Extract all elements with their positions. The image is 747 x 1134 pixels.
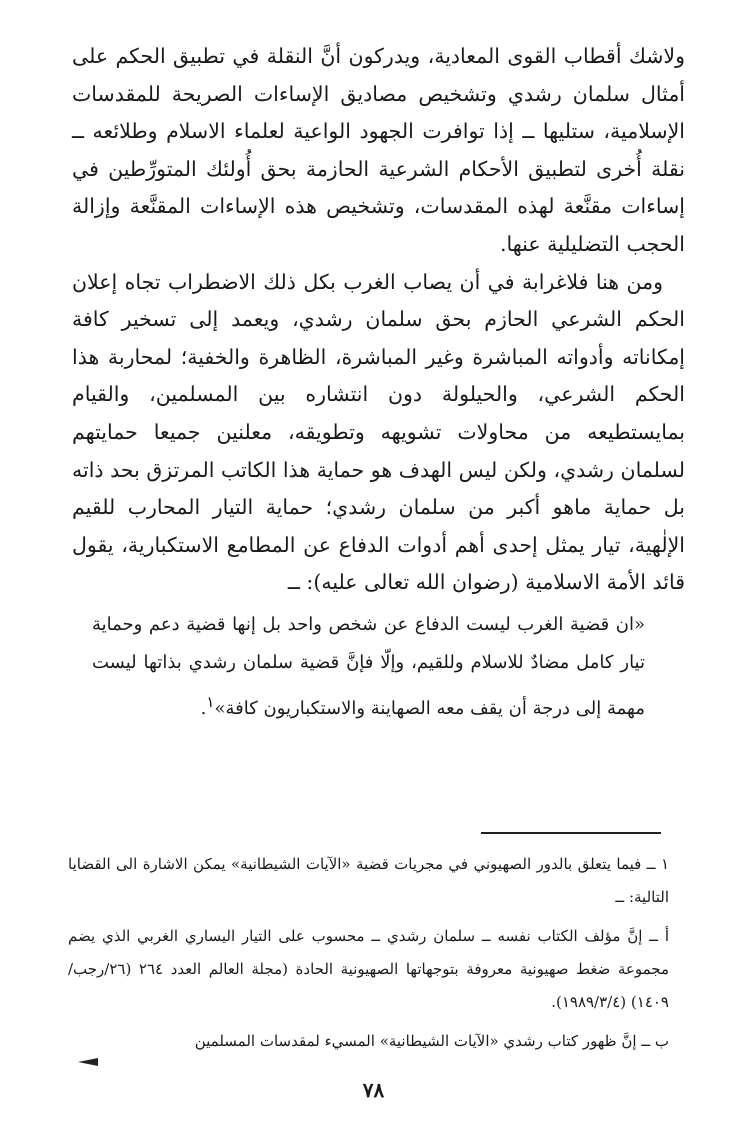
quote-end: . bbox=[200, 697, 207, 719]
footnote-1-b: ب ــ إنَّ ظهور كتاب رشدي «الآيات الشيطانية» المسيء لمقدسات المسلمين bbox=[194, 1032, 669, 1050]
continuation-arrow-icon bbox=[78, 1058, 98, 1066]
quote-text bbox=[92, 606, 645, 729]
block-quote bbox=[72, 606, 685, 729]
footnote-divider bbox=[481, 832, 661, 834]
page-number: ٧٨ bbox=[362, 1078, 385, 1102]
paragraph-2: ومن هنا فلاغرابة في أن يصاب الغرب بكل ذلك الاضطراب تجاه إعلان الحكم الشرعي الحازم بحق سلمان رشدي، ويعمد إلى تسخير كافة إمكاناته وأدواته المباشرة وغير المباشرة، الظاهرة والخفية؛ لمحاربة هذا الحكم الشرعي، والحيلولة دون انتشاره بين المسلمين، والقيام بمايستطيعه من محاولات تشويهه وتطويقه، معلنين جميعا حمايتهم لسلمان رشدي، ولكن ليس الهدف هو حماية هذا الكاتب المرتزق بحد ذاته بل حماية ماهو أكبر من سلمان رشدي؛ حماية التيار المحارب للقيم الإلٰهية، تيار يمثل إحدى أهم أدوات الدفاع عن المطامع الاستكبارية، يقول قائد الأمة الاسلامية (رضوان الله تعالى عليه): ــ bbox=[72, 269, 685, 595]
page-body bbox=[72, 38, 685, 728]
quote-body: «ان قضية الغرب ليست الدفاع عن شخص واحد بل إنها قضية دعم وحماية تيار كامل مضادٌ للاسلام وللقيم، وإلّا فإنَّ قضية سلمان رشدي بذاتها ليست مهمة إلى درجة أن يقف معه الصهاينة والاستكباريون كافة» bbox=[92, 613, 645, 719]
footnote-1: ١ ــ فيما يتعلق بالدور الصهيوني في مجريات قضية «الآيات الشيطانية» يمكن الاشارة الى القضايا التالية: ــ bbox=[68, 855, 669, 906]
main-text bbox=[72, 38, 685, 602]
paragraph-1: ولاشك أقطاب القوى المعادية، ويدركون أنَّ النقلة في تطبيق الحكم على أمثال سلمان رشدي وتشخيص مصاديق الإساءات الصريحة للمقدسات الإسلامية، ستليها ــ إذا توافرت الجهود الواعية لعلماء الاسلام وطلائعه ــ نقلة أُخرى لتطبيق الأحكام الشرعية الحازمة بحق أُولئك المتورِّطين في إساءات مقنَّعة لهذه المقدسات، وتشخيص هذه الإساءات المقنَّعة وإزالة الحجب التضليلية عنها. bbox=[72, 44, 685, 256]
footnote-ref: ١ bbox=[206, 692, 215, 711]
footnote-1-a: أ ــ إنَّ مؤلف الكتاب نفسه ــ سلمان رشدي ــ محسوب على التيار اليساري الغربي الذي يضم مجموعة ضغط صهيونية معروفة بتوجهاتها الصهيونية الحادة (مجلة العالم العدد ٢٦٤ (٢٦/رجب/١٤٠٩) (١٩٨٩/٣/٤). bbox=[68, 927, 669, 1011]
footnotes bbox=[68, 848, 669, 1058]
